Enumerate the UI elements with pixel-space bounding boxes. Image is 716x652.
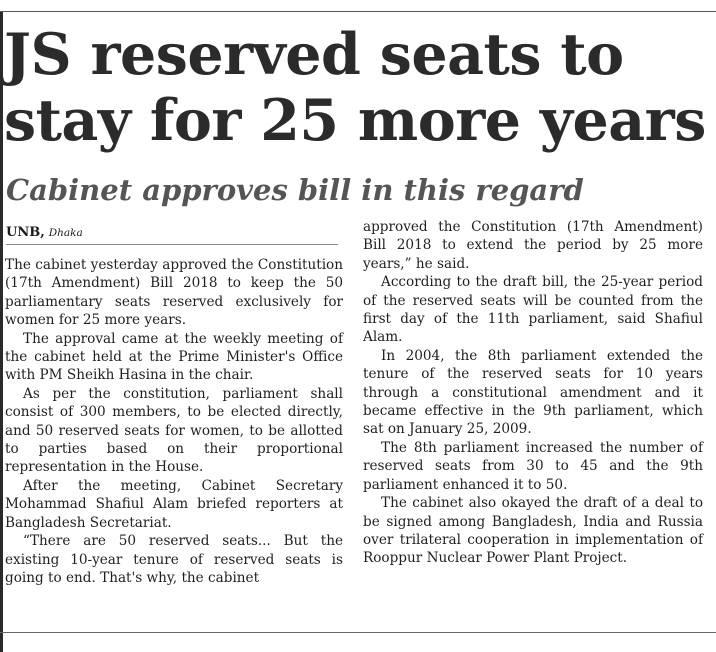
paragraph: According to the draft bill, the 25-year period of the reserved seats will be counted from the first day of the 11th parliament, said Shafiul Alam.	[363, 274, 703, 346]
paragraph: The cabinet yesterday approved the Constitution (17th Amendment) Bill 2018 to keep the 50 parliamentary seats reserved exclusively for women for 25 more years.	[5, 257, 343, 329]
headline: JS reserved seats to stay for 25 more years	[4, 21, 706, 154]
top-rule	[0, 11, 716, 12]
subheadline: Cabinet approves bill in this regard	[6, 173, 584, 207]
paragraph: In 2004, the 8th parliament extended the tenure of the reserved seats for 10 years through a constitutional amendment and it became effective in the 9th parliament, which sat on January 25, 2009.	[363, 347, 703, 438]
paragraph: As per the constitution, parliament shall consist of 300 members, to be elected directly, and 50 reserved seats for women, to be allotted to parties based on their proportional representation in the House.	[5, 385, 343, 476]
paragraph: The approval came at the weekly meeting of the cabinet held at the Prime Minister's Office with PM Sheikh Hasina in the chair.	[5, 330, 343, 384]
paragraph: approved the Constitution (17th Amendment) Bill 2018 to extend the period by 25 more years,” he said.	[363, 219, 703, 272]
byline-agency: UNB,	[6, 225, 45, 240]
paragraph: The 8th parliament increased the number of reserved seats from 30 to 45 and the 9th parliament enhanced it to 50.	[363, 439, 703, 493]
byline-place: Dhaka	[48, 227, 83, 239]
bottom-rule	[0, 632, 716, 633]
paragraph: The cabinet also okayed the draft of a deal to be signed among Bangladesh, India and Russia over trilateral cooperation in implementation of Rooppur Nuclear Power Plant Project.	[363, 495, 703, 567]
byline	[6, 223, 338, 245]
article-column-right	[363, 218, 703, 568]
paragraph: “There are 50 reserved seats... But the existing 10-year tenure of reserved seats is going to end. That's why, the cabinet	[5, 533, 343, 586]
paragraph: After the meeting, Cabinet Secretary Mohammad Shafiul Alam briefed reporters at Bangladesh Secretariat.	[5, 477, 343, 531]
left-edge-shadow	[0, 12, 3, 652]
article-column-left	[5, 256, 343, 587]
